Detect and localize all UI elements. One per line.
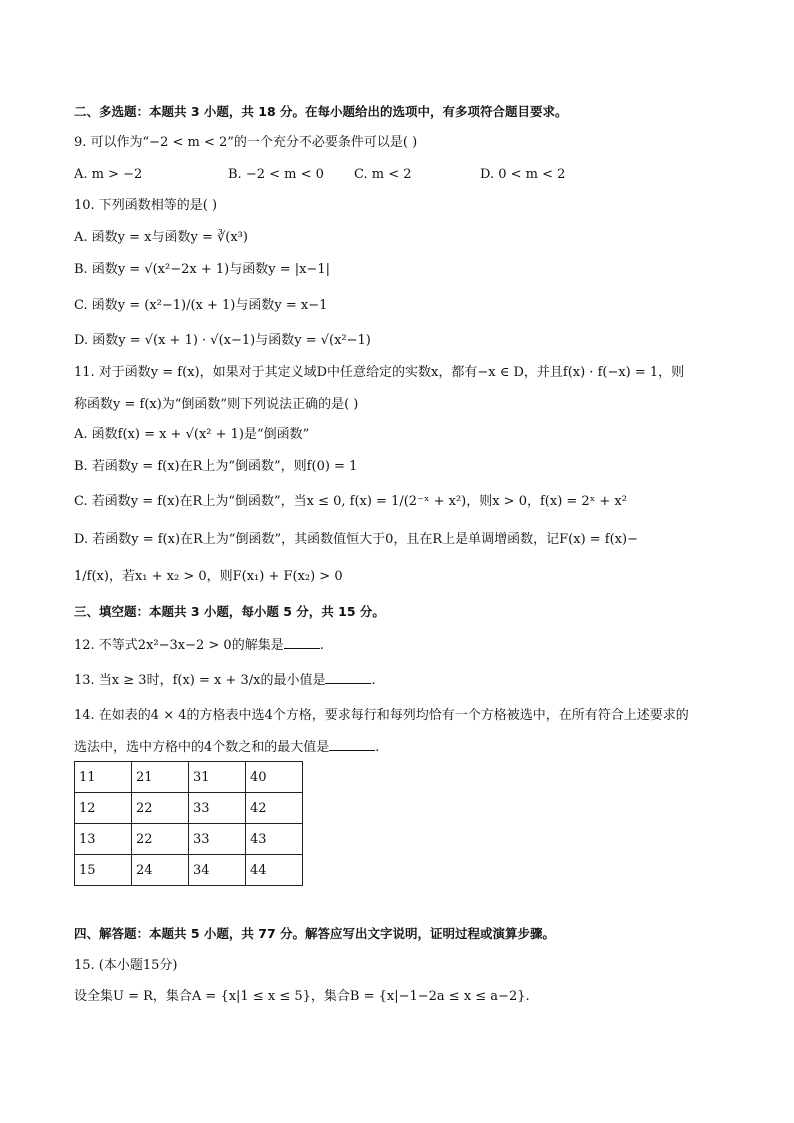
- q9-option-d: D. 0 < m < 2: [480, 167, 566, 182]
- q11-option-b: B. 若函数y = f(x)在R上为“倒函数”，则f(0) = 1: [74, 459, 358, 474]
- q13-text: 13. 当x ≥ 3时，f(x) = x + 3/x的最小值是: [74, 673, 326, 688]
- grid-cell: 31: [189, 762, 246, 793]
- question-9-stem: 9. 可以作为“−2 < m < 2”的一个充分不必要条件可以是( ): [74, 135, 418, 150]
- grid-cell: 33: [189, 824, 246, 855]
- q10-option-a: A. 函数y = x与函数y = ∛(x³): [74, 230, 248, 245]
- q11-option-d-continued: 1/f(x)，若x₁ + x₂ > 0，则F(x₁) + F(x₂) > 0: [74, 569, 343, 584]
- grid-cell: 13: [75, 824, 132, 855]
- q13-end: .: [371, 673, 376, 688]
- grid-row: [75, 855, 303, 886]
- q11-option-c: C. 若函数y = f(x)在R上为“倒函数”，当x ≤ 0, f(x) = 1/(2⁻ˣ + x²)，则x > 0，f(x) = 2ˣ + x²: [74, 494, 627, 509]
- grid-cell: 12: [75, 793, 132, 824]
- q9-option-c: C. m < 2: [354, 167, 412, 182]
- grid-cell: 33: [189, 793, 246, 824]
- q11-option-a: A. 函数f(x) = x + √(x² + 1)是“倒函数”: [74, 427, 310, 442]
- q10-option-c: C. 函数y = (x²−1)/(x + 1)与函数y = x−1: [74, 298, 328, 313]
- question-14-line1: 14. 在如表的4 × 4的方格表中选4个方格，要求每行和每列均恰有一个方格被选中，在所有符合上述要求的: [74, 708, 689, 723]
- q11-option-d: D. 若函数y = f(x)在R上为“倒函数”，其函数值恒大于0，且在R上是单调增函数，记F(x) = f(x)−: [74, 532, 638, 547]
- section-3-heading: 三、填空题：本题共 3 小题，每小题 5 分，共 15 分。: [74, 604, 385, 619]
- question-11-stem-line1: 11. 对于函数y = f(x)，如果对于其定义域D中任意给定的实数x，都有−x ∈ D，并且f(x) · f(−x) = 1，则: [74, 365, 685, 380]
- grid-row: [75, 824, 303, 855]
- grid-row: [75, 793, 303, 824]
- q14-text: 选法中，选中方格中的4个数之和的最大值是: [74, 740, 330, 755]
- grid-cell: 24: [132, 855, 189, 886]
- question-12: [74, 636, 324, 655]
- question-11-stem-line2: 称函数y = f(x)为“倒函数”则下列说法正确的是( ): [74, 397, 359, 412]
- q12-text: 12. 不等式2x²−3x−2 > 0的解集是: [74, 638, 284, 653]
- grid-cell: 22: [132, 793, 189, 824]
- q9-option-b: B. −2 < m < 0: [228, 167, 324, 182]
- q12-end: .: [319, 638, 324, 653]
- question-15-title: 15. (本小题15分): [74, 958, 178, 973]
- grid-cell: 42: [246, 793, 303, 824]
- q14-answer-blank: [329, 738, 375, 751]
- grid-cell: 15: [75, 855, 132, 886]
- question-14-line2: [74, 738, 379, 757]
- question-15-text: 设全集U = R，集合A = {x|1 ≤ x ≤ 5}，集合B = {x|−1−2a ≤ x ≤ a−2}.: [74, 989, 530, 1004]
- grid-cell: 11: [75, 762, 132, 793]
- q12-answer-blank: [284, 636, 320, 649]
- section-2-heading: 二、多选题：本题共 3 小题，共 18 分。在每小题给出的选项中，有多项符合题目要求。: [74, 104, 568, 119]
- grid-cell: 34: [189, 855, 246, 886]
- q9-option-a: A. m > −2: [74, 167, 143, 182]
- q13-answer-blank: [325, 671, 371, 684]
- grid-cell: 22: [132, 824, 189, 855]
- grid-cell: 21: [132, 762, 189, 793]
- question-13: [74, 671, 376, 690]
- q14-end: .: [375, 740, 380, 755]
- grid-row: [75, 762, 303, 793]
- question-10-stem: 10. 下列函数相等的是( ): [74, 198, 218, 213]
- section-4-heading: 四、解答题：本题共 5 小题，共 77 分。解答应写出文字说明，证明过程或演算步骤。: [74, 926, 556, 941]
- grid-cell: 44: [246, 855, 303, 886]
- q10-option-d: D. 函数y = √(x + 1) · √(x−1)与函数y = √(x²−1): [74, 333, 371, 348]
- grid-cell: 43: [246, 824, 303, 855]
- q14-number-grid: [74, 761, 303, 886]
- grid-cell: 40: [246, 762, 303, 793]
- q10-option-b: B. 函数y = √(x²−2x + 1)与函数y = |x−1|: [74, 262, 330, 277]
